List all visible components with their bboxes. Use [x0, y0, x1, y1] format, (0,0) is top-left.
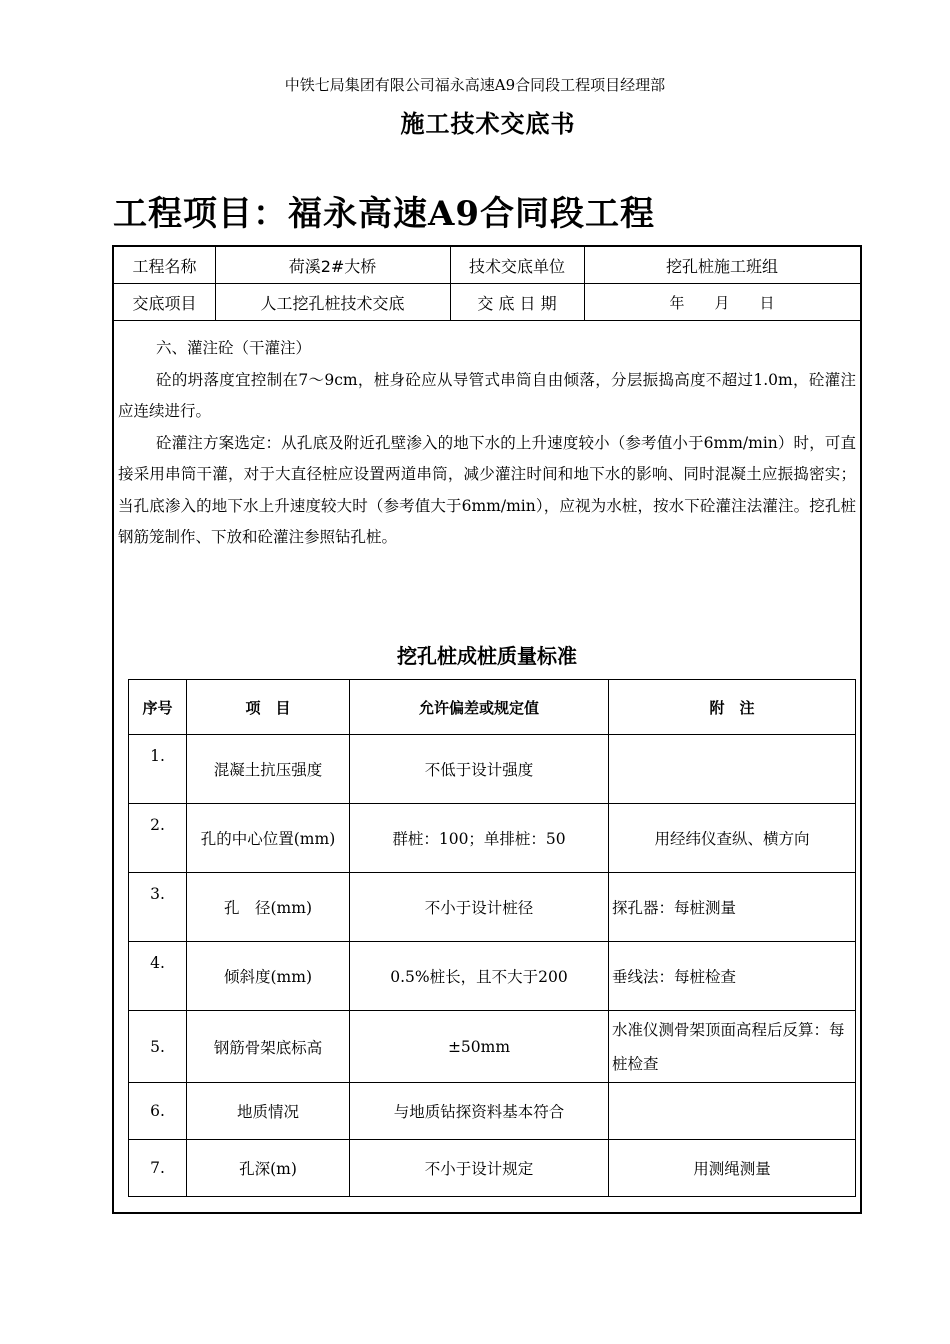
- row-note: [609, 735, 856, 804]
- row-number: 2.: [129, 804, 187, 873]
- item-label: 交底项目: [132, 293, 197, 313]
- row-note: 垂线法：每桩检查: [609, 942, 856, 1011]
- info-row-2: [114, 284, 860, 321]
- date-value: 年 月 日: [669, 293, 775, 312]
- table-row: [129, 873, 856, 942]
- table-header-row: [129, 680, 856, 735]
- row-number: 1.: [129, 735, 187, 804]
- item-value: 人工挖孔桩技术交底: [260, 293, 405, 313]
- row-value: 0.5%桩长，且不大于200: [350, 942, 609, 1011]
- column-header: 允许偏差或规定值: [350, 680, 609, 735]
- divider: [584, 247, 585, 321]
- row-number: 4.: [129, 942, 187, 1011]
- row-note: 探孔器：每桩测量: [609, 873, 856, 942]
- table-row: [129, 1083, 856, 1140]
- row-item: 孔深(m): [187, 1140, 350, 1197]
- unit-label: 技术交底单位: [468, 256, 565, 276]
- document-title: 施工技术交底书: [400, 109, 576, 138]
- row-value: 不小于设计桩径: [350, 873, 609, 942]
- divider: [215, 247, 216, 321]
- row-note: 水准仪测骨架顶面高程后反算：每桩检查: [609, 1011, 856, 1083]
- table-row: [129, 1011, 856, 1083]
- column-header: 项 目: [187, 680, 350, 735]
- disclosure-form: [112, 245, 862, 1214]
- quality-standard-table: [128, 679, 856, 1197]
- column-header: 序号: [129, 680, 187, 735]
- unit-value: 挖孔桩施工班组: [665, 256, 778, 276]
- quality-table-title: 挖孔桩成桩质量标准: [397, 644, 577, 668]
- date-label: 交 底 日 期: [477, 293, 557, 313]
- section-heading: 六、灌注砼（干灌注）: [156, 339, 312, 357]
- row-value: 不小于设计规定: [350, 1140, 609, 1197]
- divider: [450, 247, 451, 321]
- row-number: 6.: [129, 1083, 187, 1140]
- row-value: 不低于设计强度: [350, 735, 609, 804]
- project-title: 工程项目：福永高速A9合同段工程: [113, 194, 656, 234]
- column-header: 附 注: [609, 680, 856, 735]
- row-item: 倾斜度(mm): [187, 942, 350, 1011]
- row-number: 7.: [129, 1140, 187, 1197]
- disclosure-body: [118, 333, 856, 554]
- row-item: 混凝土抗压强度: [187, 735, 350, 804]
- row-number: 3.: [129, 873, 187, 942]
- info-row-1: [114, 247, 860, 284]
- row-value: 与地质钻探资料基本符合: [350, 1083, 609, 1140]
- row-item: 孔 径(mm): [187, 873, 350, 942]
- project-name-label: 工程名称: [132, 256, 197, 276]
- row-value: ±50mm: [350, 1011, 609, 1083]
- row-value: 群桩：100；单排桩：50: [350, 804, 609, 873]
- project-name-value: 荷溪2#大桥: [288, 256, 377, 276]
- row-item: 孔的中心位置(mm): [187, 804, 350, 873]
- company-name: 中铁七局集团有限公司福永高速A9合同段工程项目经理部: [284, 76, 666, 94]
- table-row: [129, 942, 856, 1011]
- row-number: 5.: [129, 1011, 187, 1083]
- row-note: 用测绳测量: [609, 1140, 856, 1197]
- row-item: 地质情况: [187, 1083, 350, 1140]
- body-paragraph: 砼的坍落度宜控制在7～9cm，桩身砼应从导管式串筒自由倾落，分层振捣高度不超过1.0m，砼灌注应连续进行。: [118, 370, 856, 420]
- row-note: 用经纬仪查纵、横方向: [609, 804, 856, 873]
- row-note: [609, 1083, 856, 1140]
- table-row: [129, 1140, 856, 1197]
- table-row: [129, 804, 856, 873]
- row-item: 钢筋骨架底标高: [187, 1011, 350, 1083]
- table-row: [129, 735, 856, 804]
- body-paragraph: 砼灌注方案选定：从孔底及附近孔壁渗入的地下水的上升速度较小（参考值小于6mm/min）时，可直接采用串筒干灌，对于大直径桩应设置两道串筒，减少灌注时间和地下水的影响、同时混凝土应振捣密实；当孔底渗入的地下水上升速度较大时（参考值大于6mm/min），应视为水桩，按水下砼灌注法灌注。挖孔桩钢筋笼制作、下放和砼灌注参照钻孔桩。: [118, 433, 856, 546]
